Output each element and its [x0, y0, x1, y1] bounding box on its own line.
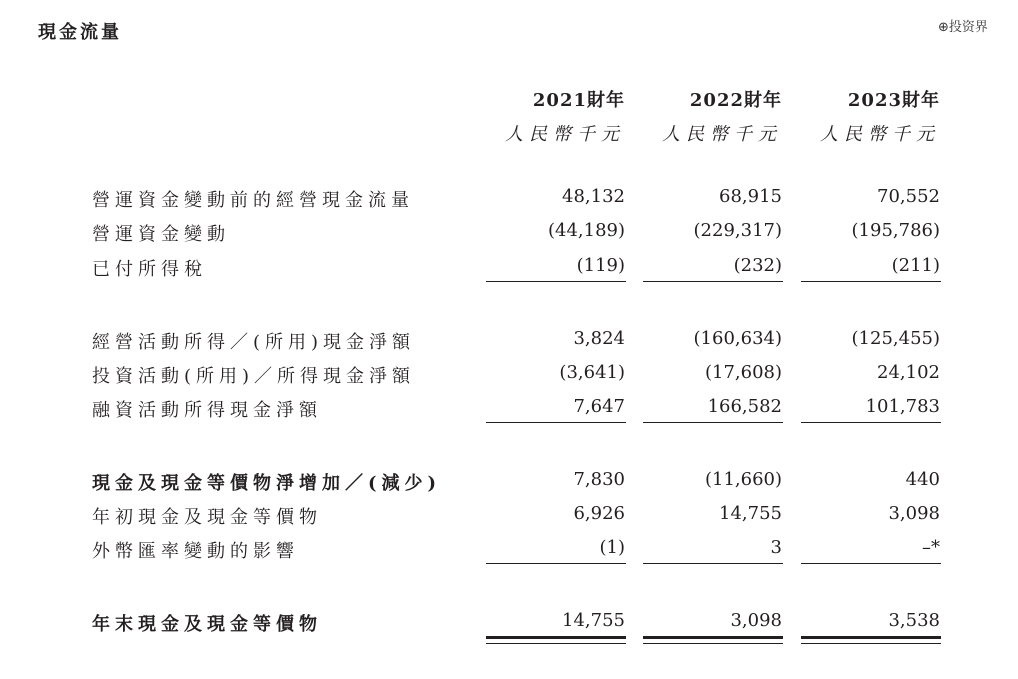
row-label-opening-cash: 年初現金及現金等價物: [92, 507, 322, 528]
total-double-rule-top: [486, 636, 626, 639]
value-cell: 24,102: [877, 362, 940, 383]
subtotal-rule: [801, 281, 941, 282]
row-label-net-change-cash: 現金及現金等價物淨增加／(減少): [92, 473, 442, 494]
subtotal-rule: [486, 281, 626, 282]
value-cell: 14,755: [562, 610, 625, 631]
subtotal-rule: [486, 422, 626, 423]
value-cell: 166,582: [707, 396, 782, 417]
row-label-investing-net: 投資活動(所用)／所得現金淨額: [92, 366, 416, 387]
total-double-rule-bottom: [486, 643, 626, 644]
value-cell: 3,098: [888, 503, 940, 524]
value-cell: (211): [891, 255, 940, 276]
total-double-rule-top: [801, 636, 941, 639]
subtotal-rule: [801, 422, 941, 423]
column-header-2022: [612, 86, 782, 146]
row-label-financing-net: 融資活動所得現金淨額: [92, 400, 322, 421]
section-title: 現金流量: [38, 22, 122, 43]
column-unit: 人民幣千元: [820, 124, 940, 145]
row-label-operating-net: 經營活動所得／(所用)現金淨額: [92, 332, 416, 353]
column-unit: 人民幣千元: [505, 124, 625, 145]
value-cell: –*: [922, 537, 940, 558]
subtotal-rule: [801, 563, 941, 564]
value-cell: 440: [905, 469, 940, 490]
total-double-rule-bottom: [643, 643, 783, 644]
value-cell: (125,455): [851, 328, 940, 349]
subtotal-rule: [486, 563, 626, 564]
value-cell: (160,634): [693, 328, 782, 349]
value-cell: (229,317): [693, 220, 782, 241]
value-cell: 68,915: [719, 186, 782, 207]
row-label-wc-changes: 營運資金變動: [92, 224, 230, 245]
row-label-operating-cf-before-wc: 營運資金變動前的經營現金流量: [92, 190, 414, 211]
value-cell: 70,552: [877, 186, 940, 207]
value-cell: (3,641): [559, 362, 625, 383]
value-cell: 7,647: [573, 396, 625, 417]
value-cell: (232): [733, 255, 782, 276]
row-label-income-tax-paid: 已付所得稅: [92, 259, 207, 280]
value-cell: (195,786): [851, 220, 940, 241]
value-cell: (119): [576, 255, 625, 276]
column-year: 2023財年: [847, 90, 940, 111]
value-cell: 3,824: [573, 328, 625, 349]
column-header-2023: [770, 86, 940, 146]
value-cell: 48,132: [562, 186, 625, 207]
value-cell: (44,189): [547, 220, 625, 241]
total-double-rule-top: [643, 636, 783, 639]
column-unit: 人民幣千元: [662, 124, 782, 145]
value-cell: (17,608): [704, 362, 782, 383]
value-cell: 101,783: [865, 396, 940, 417]
subtotal-rule: [643, 281, 783, 282]
value-cell: 3,538: [888, 610, 940, 631]
value-cell: 3,098: [730, 610, 782, 631]
total-double-rule-bottom: [801, 643, 941, 644]
value-cell: (1): [599, 537, 625, 558]
value-cell: (11,660): [704, 469, 782, 490]
column-year: 2022財年: [689, 90, 782, 111]
column-header-2021: [455, 86, 625, 146]
value-cell: 6,926: [573, 503, 625, 524]
value-cell: 14,755: [719, 503, 782, 524]
value-cell: 7,830: [573, 469, 625, 490]
row-label-fx-effect: 外幣匯率變動的影響: [92, 541, 299, 562]
subtotal-rule: [643, 563, 783, 564]
watermark-logo: ⊕投资界: [938, 20, 988, 35]
row-label-closing-cash: 年末現金及現金等價物: [92, 614, 322, 635]
column-year: 2021財年: [532, 90, 625, 111]
value-cell: 3: [770, 537, 782, 558]
subtotal-rule: [643, 422, 783, 423]
